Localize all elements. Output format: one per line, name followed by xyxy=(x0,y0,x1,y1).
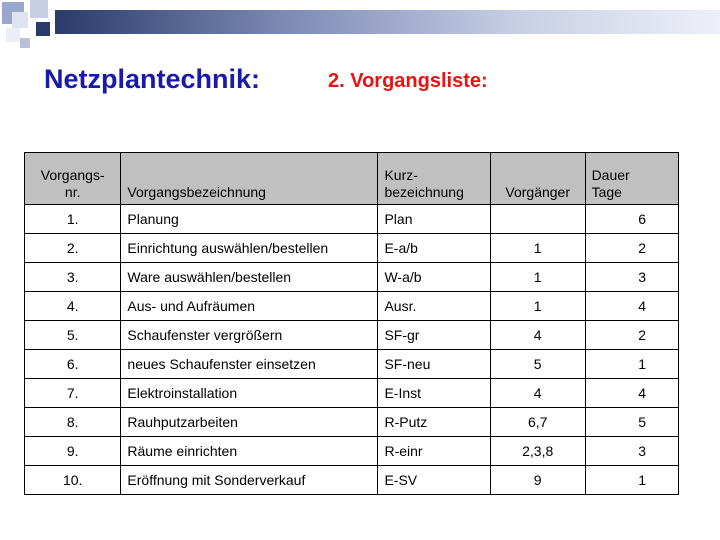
table-row xyxy=(25,408,679,437)
cell-kurz: Plan xyxy=(378,205,490,234)
header-dauer-line2: Tage xyxy=(591,184,622,200)
table-header-row xyxy=(25,153,679,205)
table-row xyxy=(25,321,679,350)
decorative-square xyxy=(30,0,48,18)
cell-vorgaenger: 2,3,8 xyxy=(490,437,585,466)
cell-bezeichnung: Eröffnung mit Sonderverkauf xyxy=(121,466,378,495)
decorative-square xyxy=(36,22,50,36)
table-row xyxy=(25,292,679,321)
cell-bezeichnung: Planung xyxy=(121,205,378,234)
header-vorgangsnr xyxy=(25,153,121,205)
header-dauer-line1: Dauer xyxy=(591,167,630,183)
cell-bezeichnung: Ware auswählen/bestellen xyxy=(121,263,378,292)
cell-bezeichnung: Elektroinstallation xyxy=(121,379,378,408)
header-kurz-line2: bezeichnung xyxy=(384,184,464,200)
header-dauer xyxy=(585,153,678,205)
cell-dauer: 1 xyxy=(585,350,678,379)
cell-nr: 10. xyxy=(25,466,121,495)
cell-nr: 6. xyxy=(25,350,121,379)
cell-bezeichnung: Schaufenster vergrößern xyxy=(121,321,378,350)
cell-dauer: 3 xyxy=(585,263,678,292)
table-row xyxy=(25,205,679,234)
cell-nr: 7. xyxy=(25,379,121,408)
slide-subtitle: 2. Vorgangsliste: xyxy=(328,70,488,92)
cell-nr: 5. xyxy=(25,321,121,350)
cell-bezeichnung: Aus- und Aufräumen xyxy=(121,292,378,321)
table-row xyxy=(25,437,679,466)
cell-nr: 4. xyxy=(25,292,121,321)
cell-kurz: SF-gr xyxy=(378,321,490,350)
cell-dauer: 3 xyxy=(585,437,678,466)
cell-bezeichnung: Rauhputzarbeiten xyxy=(121,408,378,437)
cell-bezeichnung: neues Schaufenster einsetzen xyxy=(121,350,378,379)
cell-kurz: W-a/b xyxy=(378,263,490,292)
cell-dauer: 1 xyxy=(585,466,678,495)
cell-kurz: E-a/b xyxy=(378,234,490,263)
cell-bezeichnung: Räume einrichten xyxy=(121,437,378,466)
cell-vorgaenger: 4 xyxy=(490,321,585,350)
table-row xyxy=(25,466,679,495)
cell-vorgaenger: 1 xyxy=(490,292,585,321)
cell-kurz: Ausr. xyxy=(378,292,490,321)
cell-dauer: 4 xyxy=(585,379,678,408)
decorative-square xyxy=(6,28,20,42)
cell-dauer: 2 xyxy=(585,321,678,350)
header-vorgangsnr-line2: nr. xyxy=(64,184,81,200)
cell-nr: 8. xyxy=(25,408,121,437)
cell-vorgaenger: 9 xyxy=(490,466,585,495)
cell-kurz: SF-neu xyxy=(378,350,490,379)
cell-kurz: E-Inst xyxy=(378,379,490,408)
cell-nr: 3. xyxy=(25,263,121,292)
cell-vorgaenger xyxy=(490,205,585,234)
cell-dauer: 4 xyxy=(585,292,678,321)
cell-kurz: E-SV xyxy=(378,466,490,495)
cell-dauer: 6 xyxy=(585,205,678,234)
cell-vorgaenger: 5 xyxy=(490,350,585,379)
cell-bezeichnung: Einrichtung auswählen/bestellen xyxy=(121,234,378,263)
table-row xyxy=(25,234,679,263)
cell-vorgaenger: 1 xyxy=(490,234,585,263)
cell-vorgaenger: 4 xyxy=(490,379,585,408)
header-vorgangsnr-line1: Vorgangs- xyxy=(40,167,105,183)
decorative-square xyxy=(12,12,28,28)
cell-kurz: R-einr xyxy=(378,437,490,466)
slide-title: Netzplantechnik: xyxy=(44,64,261,94)
cell-nr: 1. xyxy=(25,205,121,234)
cell-nr: 9. xyxy=(25,437,121,466)
cell-dauer: 2 xyxy=(585,234,678,263)
header-vorgaenger: Vorgänger xyxy=(490,153,585,205)
table-row xyxy=(25,379,679,408)
decorative-square xyxy=(20,38,30,48)
header-vorgangsbezeichnung: Vorgangsbezeichnung xyxy=(121,153,378,205)
table-row xyxy=(25,263,679,292)
header-kurzbezeichnung xyxy=(378,153,490,205)
table-row xyxy=(25,350,679,379)
cell-vorgaenger: 6,7 xyxy=(490,408,585,437)
decorative-header-bar xyxy=(55,10,720,34)
cell-dauer: 5 xyxy=(585,408,678,437)
vorgangsliste-table xyxy=(24,152,679,495)
cell-nr: 2. xyxy=(25,234,121,263)
cell-vorgaenger: 1 xyxy=(490,263,585,292)
header-kurz-line1: Kurz- xyxy=(384,167,418,183)
cell-kurz: R-Putz xyxy=(378,408,490,437)
